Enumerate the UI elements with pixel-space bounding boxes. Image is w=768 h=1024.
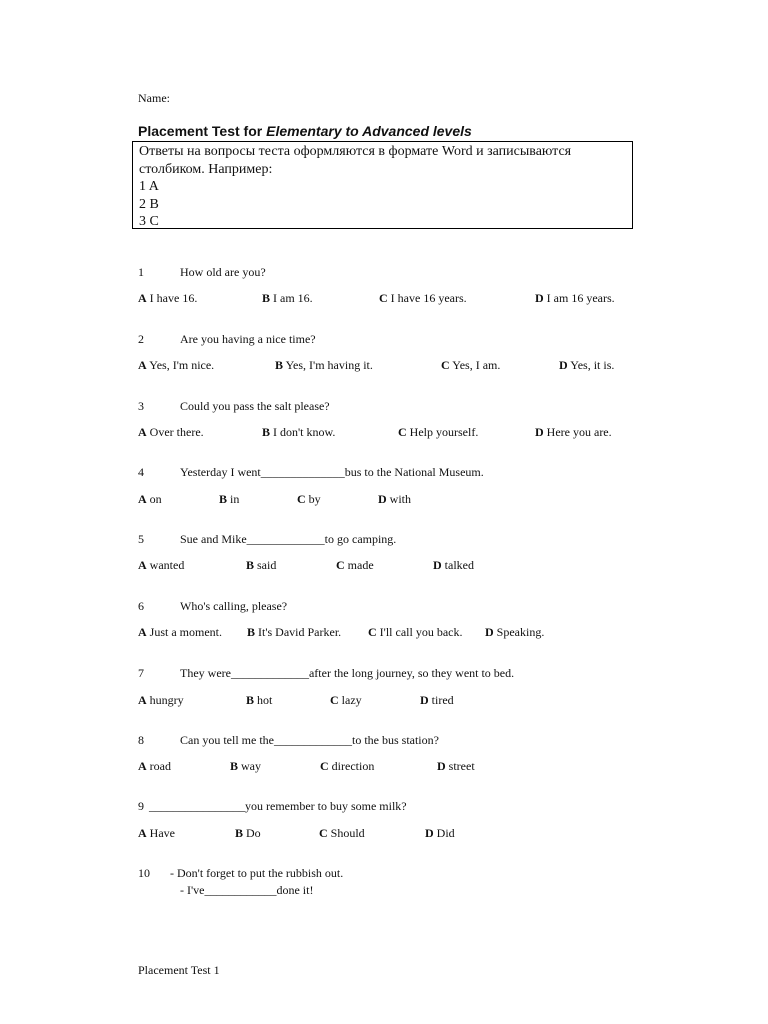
question-text: They were_____________after the long journey, so they went to bed. (180, 666, 515, 680)
option-c: C Should (319, 826, 365, 840)
question-number: 9 (138, 799, 144, 813)
question-text: How old are you? (180, 265, 266, 279)
option-c: C direction (320, 759, 375, 773)
option-b: B hot (246, 693, 273, 707)
question-text: Sue and Mike_____________to go camping. (180, 532, 397, 546)
question-number: 2 (138, 332, 144, 346)
option-a: A Have (138, 826, 175, 840)
title-prefix: Placement Test for (138, 123, 267, 139)
option-b: B in (219, 492, 240, 506)
option-d: D I am 16 years. (535, 291, 615, 305)
question-text: Can you tell me the_____________to the bus station? (180, 733, 439, 747)
option-c: C I'll call you back. (368, 625, 463, 639)
page-footer: Placement Test 1 (138, 963, 220, 977)
question-text: Could you pass the salt please? (180, 399, 330, 413)
instruction-line: столбиком. Например: (139, 161, 273, 177)
option-b: B I am 16. (262, 291, 313, 305)
option-a: A road (138, 759, 171, 773)
option-d: D Speaking. (485, 625, 545, 639)
name-label: Name: (138, 91, 170, 105)
option-a: A wanted (138, 558, 185, 572)
option-a: A hungry (138, 693, 184, 707)
option-b: B Do (235, 826, 261, 840)
question-text: Who's calling, please? (180, 599, 288, 613)
option-a: A Yes, I'm nice. (138, 358, 215, 372)
option-b: B I don't know. (262, 425, 336, 439)
option-d: D Yes, it is. (559, 358, 615, 372)
title-levels: Elementary to Advanced levels (266, 123, 472, 139)
question-text: ________________you remember to buy some milk? (149, 799, 407, 813)
question-number: 10 (138, 866, 150, 880)
option-c: C Help yourself. (398, 425, 479, 439)
question-number: 8 (138, 733, 144, 747)
question-number: 6 (138, 599, 144, 613)
question-number: 1 (138, 265, 144, 279)
option-c: C by (297, 492, 321, 506)
dialogue-line-1: - Don't forget to put the rubbish out. (170, 866, 344, 880)
option-c: C made (336, 558, 374, 572)
instruction-line: Ответы на вопросы теста оформляются в формате Word и записываются (139, 144, 572, 159)
question-number: 3 (138, 399, 144, 413)
instructions-box (132, 141, 633, 229)
option-d: D street (437, 759, 475, 773)
option-b: B way (230, 759, 262, 773)
instruction-line: 3 C (139, 214, 159, 230)
question-text: Are you having a nice time? (180, 332, 316, 346)
option-a: A Over there. (138, 425, 204, 439)
option-d: D Did (425, 826, 455, 840)
option-a: A Just a moment. (138, 625, 222, 639)
option-d: D with (378, 492, 412, 506)
option-c: C lazy (330, 693, 362, 707)
option-d: D talked (433, 558, 474, 572)
option-b: B Yes, I'm having it. (275, 358, 373, 372)
question-number: 5 (138, 532, 144, 546)
page-title (138, 123, 472, 139)
option-b: B said (246, 558, 277, 572)
option-d: D Here you are. (535, 425, 612, 439)
dialogue-line-2: - I've____________done it! (180, 883, 314, 897)
instruction-line: 2 B (139, 196, 159, 212)
option-c: C I have 16 years. (379, 291, 467, 305)
instruction-line: 1 A (139, 179, 159, 195)
option-b: B It's David Parker. (247, 625, 342, 639)
question-number: 7 (138, 666, 144, 680)
option-a: A on (138, 492, 162, 506)
option-d: D tired (420, 693, 454, 707)
question-number: 4 (138, 465, 144, 479)
option-c: C Yes, I am. (441, 358, 501, 372)
question-text: Yesterday I went______________bus to the National Museum. (180, 465, 484, 479)
option-a: A I have 16. (138, 291, 198, 305)
